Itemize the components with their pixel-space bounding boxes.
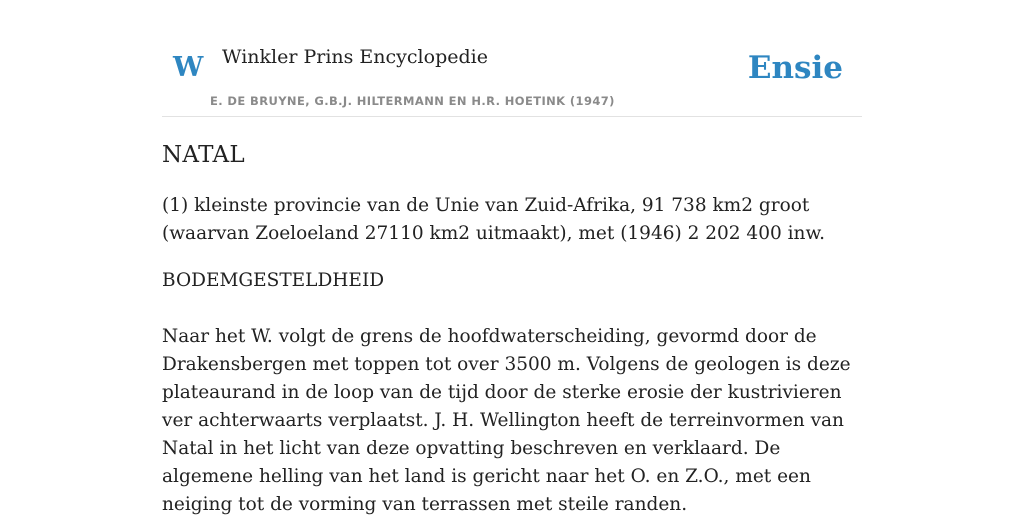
ensie-logo[interactable]: Ensie [747, 50, 843, 86]
section-heading: BODEMGESTELDHEID [162, 270, 385, 291]
authors-line: E. DE BRUYNE, G.B.J. HILTERMANN EN H.R. HOETINK (1947) [210, 94, 615, 108]
page [162, 0, 862, 515]
entry-paragraph: Naar het W. volgt de grens de hoofdwaterscheiding, gevormd door de Drakensbergen met toppen tot over 3500 m. Volgens de geologen is deze plateaurand in de loop van de tijd door de sterke erosie der kustrivieren ver achterwaarts verplaatst. J. H. Wellington heeft de terreinvormen van Natal in het licht van deze opvatting beschreven en verklaard. De algemene helling van het land is gericht naar het O. en Z.O., met een neiging tot de vorming van terrassen met steile randen. [162, 326, 851, 515]
encyclopedia-title[interactable]: Winkler Prins Encyclopedie [222, 46, 488, 68]
winkler-prins-logo[interactable]: W [173, 52, 204, 83]
entry-intro: (1) kleinste provincie van de Unie van Zuid-Afrika, 91 738 km2 groot (waarvan Zoeloeland 27110 km2 uitmaakt), met (1946) 2 202 400 inw. [162, 195, 825, 244]
entry-title: NATAL [162, 142, 245, 168]
site-header [162, 0, 862, 117]
